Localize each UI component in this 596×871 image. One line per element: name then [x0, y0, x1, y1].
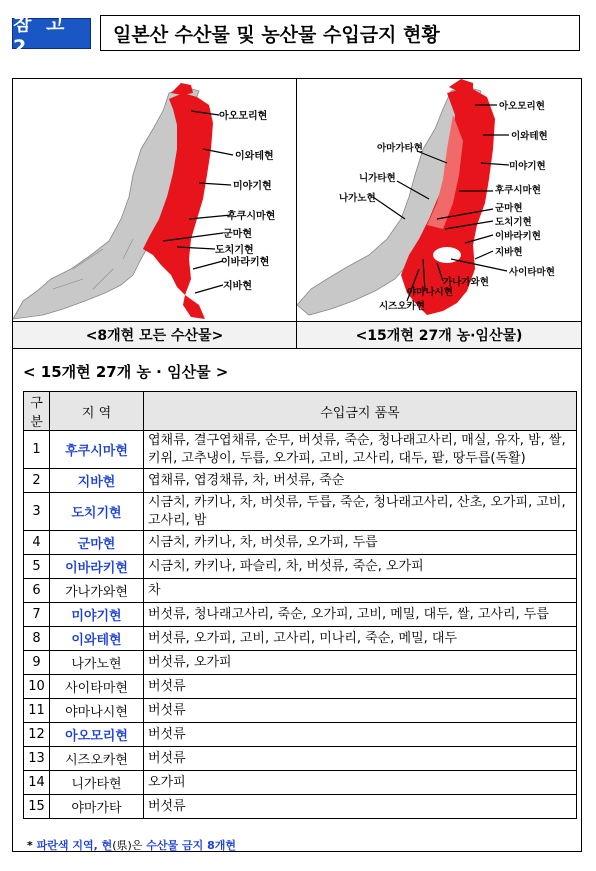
japan-map-right — [297, 79, 581, 320]
map-label-fukushima-r: 후쿠시마현 — [495, 185, 541, 196]
row-number: 2 — [24, 469, 50, 493]
row-number: 15 — [24, 795, 50, 819]
header-region: 지 역 — [50, 392, 144, 431]
map-label-fukushima: 후쿠시마현 — [227, 211, 276, 222]
row-items: 엽채류, 엽경채류, 차, 버섯류, 죽순 — [144, 469, 577, 493]
row-region: 지바현 — [50, 469, 144, 493]
map-label-ibaraki: 이바라키현 — [221, 257, 270, 268]
japan-map-left — [13, 79, 296, 320]
row-region: 군마현 — [50, 531, 144, 555]
footnote-hanja: (県) — [112, 839, 132, 852]
row-items: 차 — [144, 579, 577, 603]
row-number: 5 — [24, 555, 50, 579]
table-row — [24, 555, 577, 579]
map-label-aomori-r: 아오모리현 — [499, 101, 545, 112]
map-label-gunma-r: 군마현 — [495, 203, 523, 214]
table-body — [24, 431, 577, 819]
row-items: 버섯류, 오가피 — [144, 651, 577, 675]
map-label-yamanashi-r: 야마나시현 — [407, 287, 453, 298]
table-row — [24, 469, 577, 493]
row-number: 3 — [24, 493, 50, 531]
row-region: 야마가타 — [50, 795, 144, 819]
table-row — [24, 675, 577, 699]
row-number: 14 — [24, 771, 50, 795]
footnote-star: * — [27, 839, 33, 852]
row-items: 버섯류, 청나래고사리, 죽순, 오가피, 고비, 메밀, 대두, 쌀, 고사리, 두릅 — [144, 603, 577, 627]
table-row — [24, 531, 577, 555]
row-region: 나가노현 — [50, 651, 144, 675]
table-row — [24, 747, 577, 771]
map-label-kanagawa-r: 가나가와현 — [443, 277, 489, 288]
map-label-chiba-r: 지바현 — [495, 247, 523, 258]
table-row — [24, 771, 577, 795]
row-number: 6 — [24, 579, 50, 603]
page-title: 일본산 수산물 및 농산물 수입금지 현황 — [100, 15, 580, 51]
table-row — [24, 603, 577, 627]
row-number: 11 — [24, 699, 50, 723]
map-label-niigata-r: 니가타현 — [359, 173, 396, 184]
map-label-ibaraki-r: 이바라키현 — [495, 231, 541, 242]
row-items: 버섯류 — [144, 747, 577, 771]
row-number: 12 — [24, 723, 50, 747]
header-no: 구분 — [24, 392, 50, 431]
map-label-iwate: 이와테현 — [235, 151, 274, 162]
section-title: < 15개현 27개 농 · 임산물 > — [23, 363, 229, 381]
row-items: 버섯류 — [144, 723, 577, 747]
row-items: 엽채류, 결구엽채류, 순무, 버섯류, 죽순, 청나래고사리, 매실, 유자, 밤, 쌀, 키위, 고추냉이, 두릅, 오가피, 고비, 고사리, 대두, 팥, 땅두릅(독활) — [144, 431, 577, 469]
row-region: 이와테현 — [50, 627, 144, 651]
row-region: 아오모리현 — [50, 723, 144, 747]
reference-badge: 참 고 2 — [12, 18, 91, 49]
row-region: 후쿠시마현 — [50, 431, 144, 469]
map-label-tochigi-r: 도치기현 — [495, 217, 532, 228]
seafood-ban-map — [13, 79, 297, 321]
footnote-particle: 은 — [131, 839, 143, 852]
map-label-shizuoka-r: 시즈오카현 — [379, 301, 425, 312]
map-label-tochigi: 도치기현 — [215, 245, 254, 256]
row-region: 시즈오카현 — [50, 747, 144, 771]
map-label-aomori: 아오모리현 — [219, 111, 268, 122]
map-label-miyagi: 미야기현 — [233, 181, 272, 192]
row-number: 1 — [24, 431, 50, 469]
row-items: 버섯류 — [144, 699, 577, 723]
row-number: 4 — [24, 531, 50, 555]
map-label-chiba: 지바현 — [223, 281, 252, 292]
row-items: 버섯류, 오가피, 고비, 고사리, 미나리, 죽순, 메밀, 대두 — [144, 627, 577, 651]
footnote-blue-regions: 파란색 지역, 현 — [36, 839, 113, 852]
table-row — [24, 431, 577, 469]
map-label-saitama-r: 사이타마현 — [509, 267, 555, 278]
table-row — [24, 795, 577, 819]
row-region: 사이타마현 — [50, 675, 144, 699]
row-number: 8 — [24, 627, 50, 651]
row-items: 시금치, 카키나, 파슬리, 차, 버섯류, 죽순, 오가피 — [144, 555, 577, 579]
row-number: 7 — [24, 603, 50, 627]
map-caption-row — [13, 321, 581, 349]
row-items: 버섯류 — [144, 675, 577, 699]
row-region: 도치기현 — [50, 493, 144, 531]
row-region: 니가타현 — [50, 771, 144, 795]
table-row — [24, 699, 577, 723]
content-frame — [12, 78, 582, 852]
left-map-caption: <8개현 모든 수산물> — [13, 322, 297, 348]
row-items: 시금치, 카키나, 차, 버섯류, 두릅, 죽순, 청나래고사리, 산초, 오가피, 고비, 고사리, 밤 — [144, 493, 577, 531]
row-region: 미야기현 — [50, 603, 144, 627]
row-region: 야마나시현 — [50, 699, 144, 723]
row-items: 오가피 — [144, 771, 577, 795]
table-row — [24, 651, 577, 675]
table-row — [24, 627, 577, 651]
table-row — [24, 723, 577, 747]
table-header-row — [24, 392, 577, 431]
ban-items-table — [23, 391, 577, 819]
row-items: 버섯류 — [144, 795, 577, 819]
row-number: 9 — [24, 651, 50, 675]
row-region: 이바라키현 — [50, 555, 144, 579]
header-items: 수입금지 품목 — [144, 392, 577, 431]
footnote-seafood-ban: 수산물 금지 8개현 — [146, 839, 236, 852]
map-label-miyagi-r: 미야기현 — [509, 161, 546, 172]
map-label-yamagata-r: 아마가타현 — [377, 143, 423, 154]
map-label-iwate-r: 이와테현 — [511, 131, 548, 142]
map-label-nagano-r: 나가노현 — [339, 193, 376, 204]
row-number: 10 — [24, 675, 50, 699]
row-number: 13 — [24, 747, 50, 771]
right-map-caption: <15개현 27개 농·임산물) — [355, 328, 523, 344]
row-region: 가나가와현 — [50, 579, 144, 603]
footnote — [27, 837, 236, 853]
agri-ban-map — [297, 79, 581, 321]
table-row — [24, 493, 577, 531]
table-row — [24, 579, 577, 603]
row-items: 시금치, 카키나, 차, 버섯류, 오가피, 두릅 — [144, 531, 577, 555]
map-label-gunma: 군마현 — [223, 229, 252, 240]
